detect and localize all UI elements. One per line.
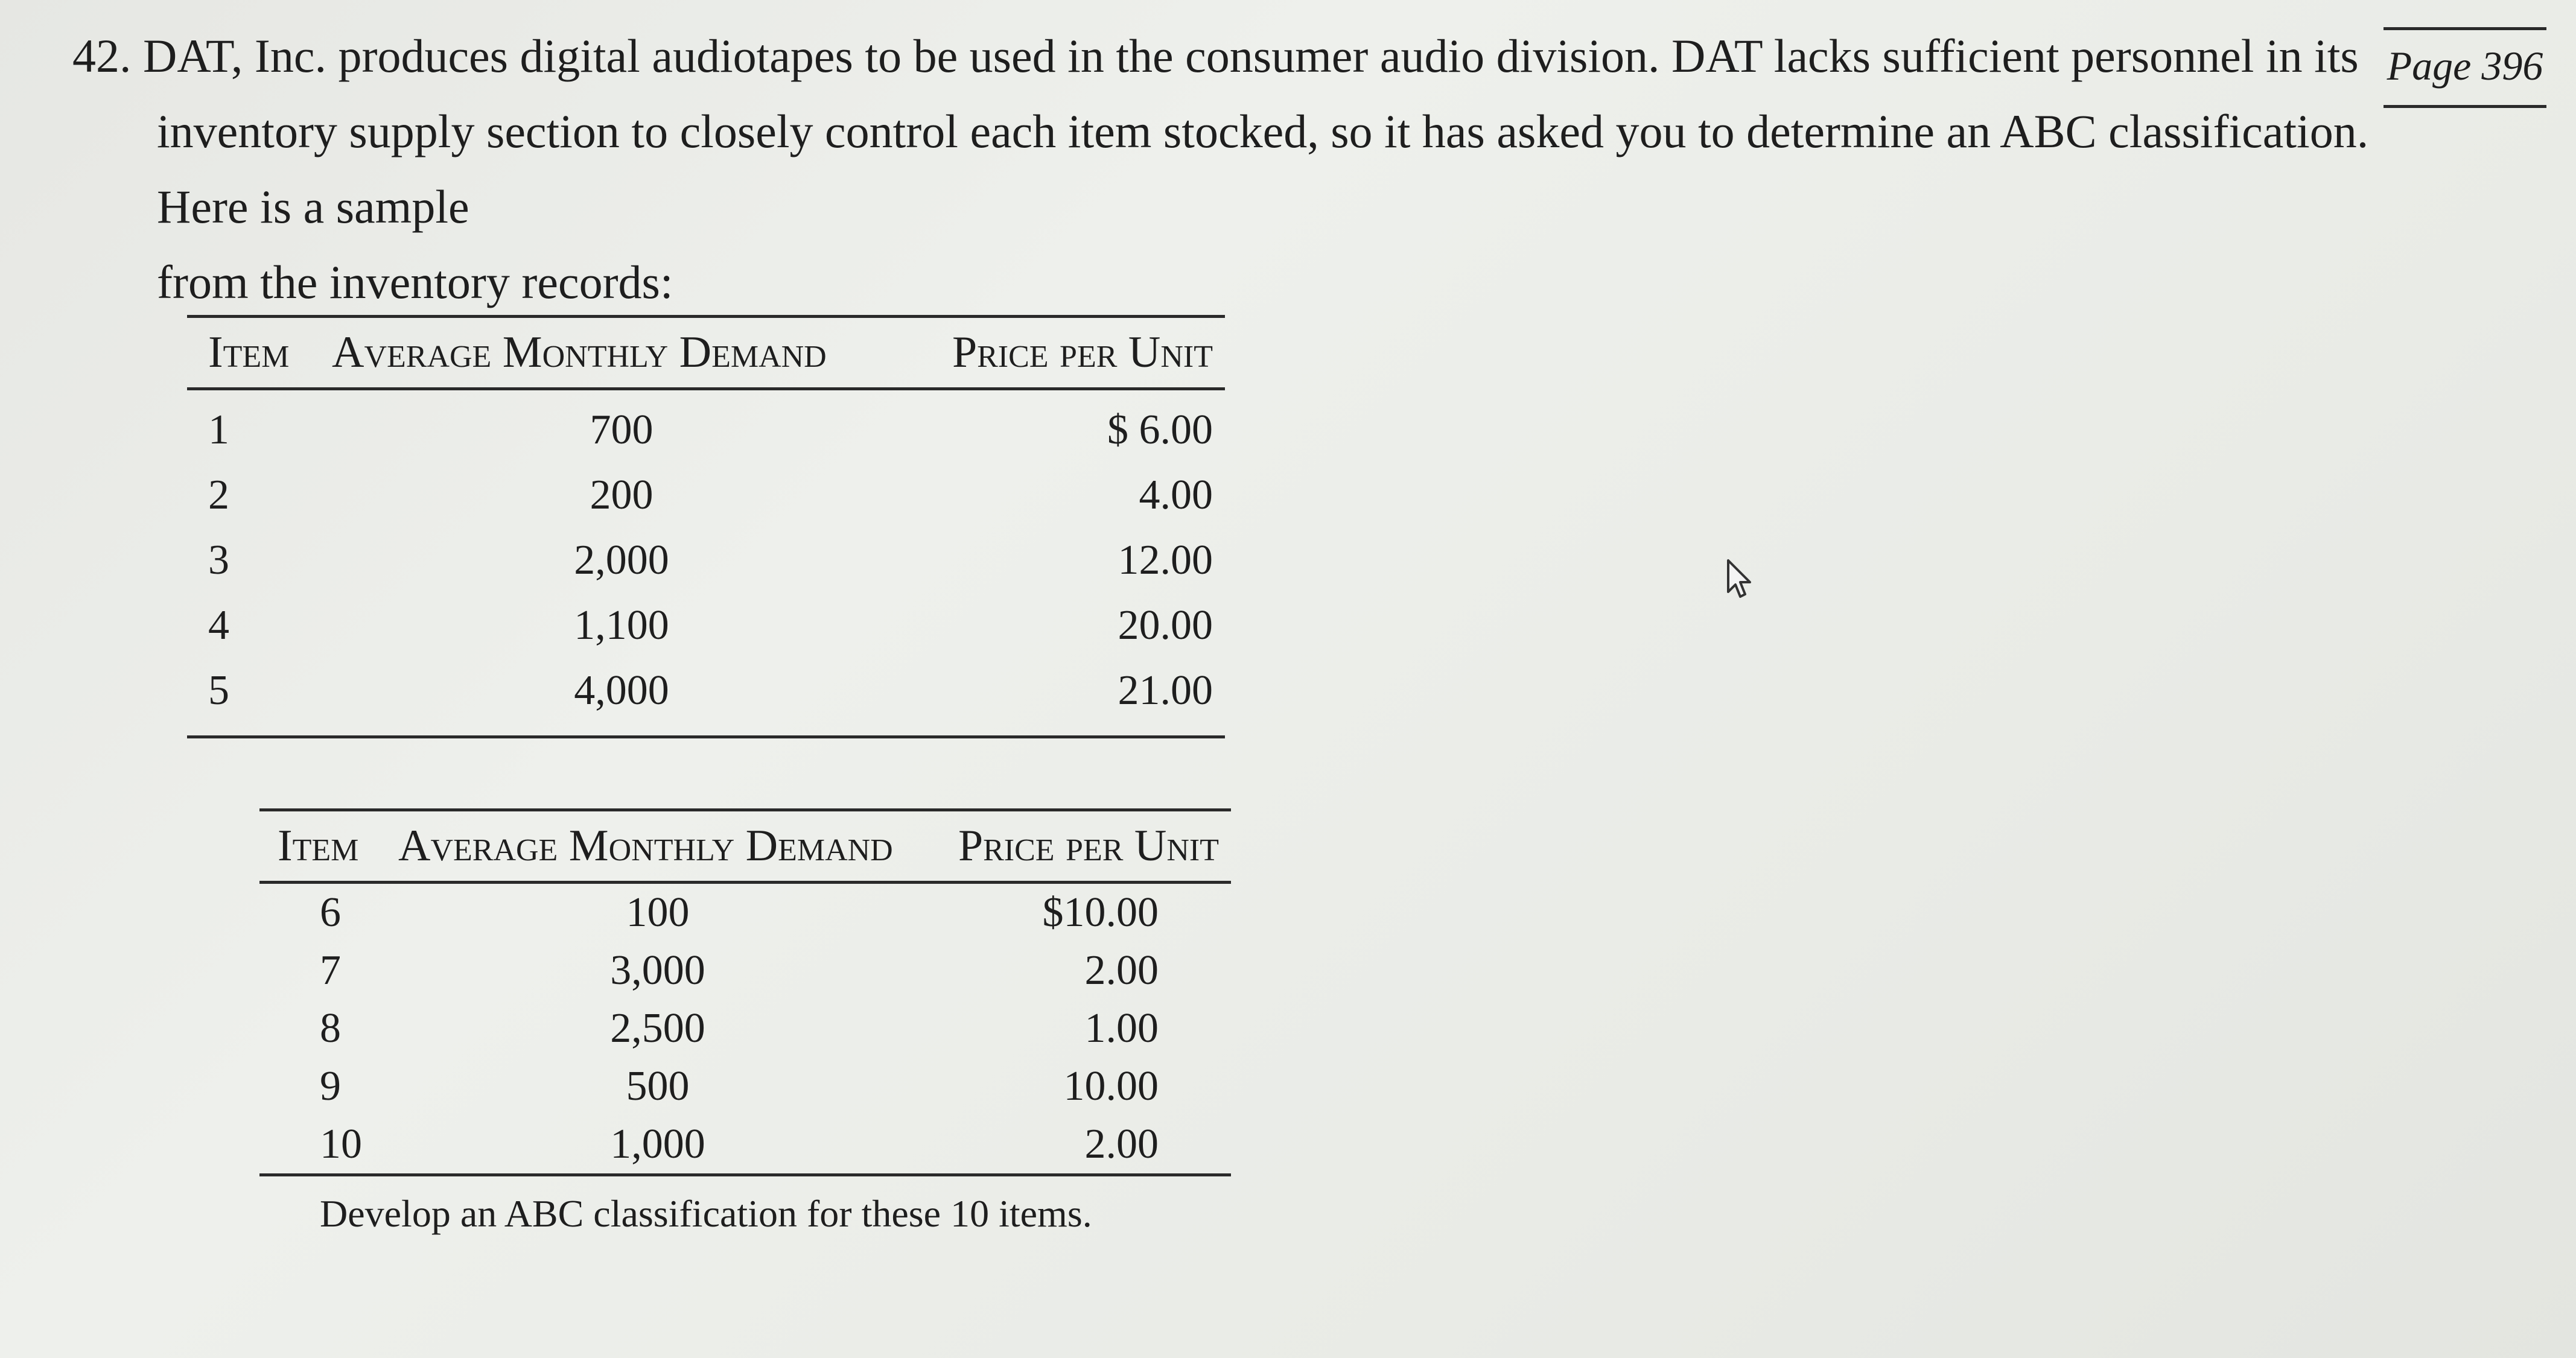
cell-price: 12.00 [1118, 537, 1213, 583]
cell-item: 5 [208, 667, 229, 714]
cell-price: $ 6.00 [1107, 407, 1213, 453]
cell-demand: 1,000 [610, 1121, 705, 1167]
cell-demand: 1,100 [574, 602, 669, 649]
page-reference: Page 396 [2384, 27, 2546, 108]
cell-price: 20.00 [1118, 602, 1213, 649]
cell-demand: 200 [590, 472, 654, 518]
table-row [187, 463, 1225, 528]
table-bottom-rule [259, 1173, 1231, 1176]
header-price: Price per Unit [958, 821, 1219, 871]
table-row [259, 942, 1231, 1000]
table-row [187, 528, 1225, 593]
cell-demand: 700 [590, 407, 654, 453]
cell-price: 21.00 [1118, 667, 1213, 714]
table-bottom-rule [187, 735, 1225, 738]
table-header-row [187, 318, 1225, 387]
cell-item: 9 [320, 1063, 341, 1109]
cell-demand: 3,000 [610, 947, 705, 994]
cell-item: 10 [320, 1121, 362, 1167]
cell-price: 2.00 [1084, 1121, 1159, 1167]
cell-item: 3 [208, 537, 229, 583]
cell-demand: 100 [626, 889, 690, 936]
cell-item: 2 [208, 472, 229, 518]
inventory-table-1 [187, 315, 1225, 738]
table-row [187, 593, 1225, 658]
table-row [187, 658, 1225, 723]
table-row [259, 1115, 1231, 1173]
cell-demand: 500 [626, 1063, 690, 1109]
cell-item: 6 [320, 889, 341, 936]
cell-price: 2.00 [1084, 947, 1159, 994]
cell-demand: 4,000 [574, 667, 669, 714]
problem-number: 42. [72, 30, 132, 82]
cell-price: $10.00 [1042, 889, 1159, 936]
problem-line-2: inventory supply section to closely control each item stocked, so it has asked you to determine an ABC classification. Here is a sample [157, 105, 2369, 233]
problem-line-1 [72, 18, 2426, 94]
cell-item: 4 [208, 602, 229, 649]
problem-statement [72, 18, 2426, 320]
header-item: Item [278, 821, 359, 871]
cell-item: 8 [320, 1005, 341, 1052]
table-row [259, 1000, 1231, 1058]
instruction-text: Develop an ABC classification for these 10 items. [320, 1192, 1092, 1235]
cell-demand: 2,500 [610, 1005, 705, 1052]
header-demand: Average Monthly Demand [398, 821, 893, 871]
header-demand: Average Monthly Demand [332, 328, 827, 377]
cell-demand: 2,000 [574, 537, 669, 583]
inventory-table-2 [259, 808, 1231, 1176]
table-row [259, 1058, 1231, 1115]
cell-item: 7 [320, 947, 341, 994]
cell-price: 10.00 [1063, 1063, 1159, 1109]
problem-line-3: from the inventory records: [157, 256, 673, 308]
header-price: Price per Unit [952, 328, 1213, 377]
table-row [259, 884, 1231, 942]
table-header-row [259, 811, 1231, 881]
table-row [187, 398, 1225, 463]
cell-item: 1 [208, 407, 229, 453]
problem-text-1: DAT, Inc. produces digital audiotapes to be used in the consumer audio division. DAT lacks sufficient personnel in its [143, 30, 2359, 82]
cell-price: 4.00 [1139, 472, 1213, 518]
cell-price: 1.00 [1084, 1005, 1159, 1052]
header-item: Item [208, 328, 290, 377]
mouse-pointer-icon [1726, 558, 1752, 600]
